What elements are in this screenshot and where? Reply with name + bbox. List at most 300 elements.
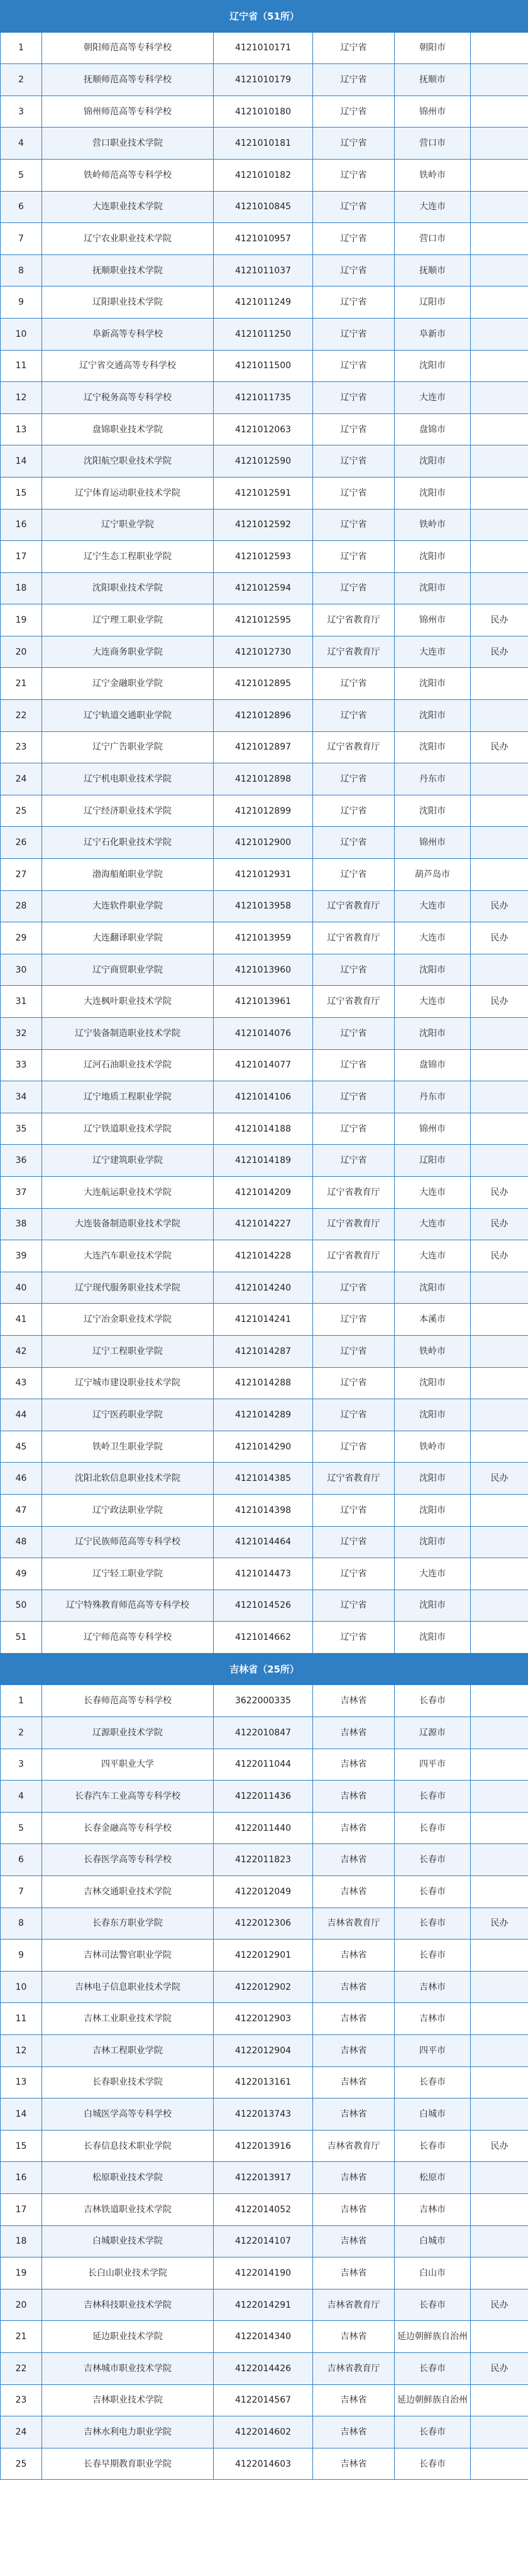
city-cell: 沈阳市 bbox=[395, 1590, 471, 1622]
remark-cell bbox=[471, 509, 528, 541]
table-row bbox=[1, 763, 528, 795]
school-code-cell: 4121010182 bbox=[214, 159, 313, 191]
row-index-cell: 3 bbox=[1, 96, 42, 128]
province-cell: 吉林省 bbox=[313, 1971, 395, 2003]
school-code-cell: 4121012590 bbox=[214, 445, 313, 478]
remark-cell: 民办 bbox=[471, 1176, 528, 1208]
row-index-cell: 15 bbox=[1, 2130, 42, 2162]
row-index-cell: 32 bbox=[1, 1018, 42, 1050]
province-cell: 辽宁省 bbox=[313, 1018, 395, 1050]
table-row bbox=[1, 2257, 528, 2289]
remark-cell bbox=[471, 2321, 528, 2353]
school-code-cell: 4121014076 bbox=[214, 1018, 313, 1050]
province-cell: 辽宁省 bbox=[313, 1304, 395, 1336]
school-name-cell: 白城医学高等专科学校 bbox=[42, 2098, 214, 2131]
school-code-cell: 4122014291 bbox=[214, 2289, 313, 2321]
province-cell: 辽宁省 bbox=[313, 318, 395, 350]
remark-cell bbox=[471, 1685, 528, 1717]
province-cell: 辽宁省教育厅 bbox=[313, 1208, 395, 1240]
remark-cell bbox=[471, 763, 528, 795]
remark-cell bbox=[471, 1558, 528, 1590]
remark-cell bbox=[471, 2098, 528, 2131]
school-code-cell: 4121014241 bbox=[214, 1304, 313, 1336]
province-cell: 辽宁省 bbox=[313, 287, 395, 319]
city-cell: 沈阳市 bbox=[395, 795, 471, 827]
school-code-cell: 4121014287 bbox=[214, 1335, 313, 1367]
school-name-cell: 辽宁师范高等专科学校 bbox=[42, 1622, 214, 1654]
school-name-cell: 大连枫叶职业技术学院 bbox=[42, 986, 214, 1018]
remark-cell: 民办 bbox=[471, 2289, 528, 2321]
remark-cell bbox=[471, 32, 528, 64]
province-cell: 辽宁省 bbox=[313, 413, 395, 445]
city-cell: 大连市 bbox=[395, 1240, 471, 1272]
school-code-cell: 4121012931 bbox=[214, 859, 313, 891]
school-code-cell: 4121012898 bbox=[214, 763, 313, 795]
table-row bbox=[1, 287, 528, 319]
city-cell: 盘锦市 bbox=[395, 413, 471, 445]
school-name-cell: 辽宁轻工职业学院 bbox=[42, 1558, 214, 1590]
school-name-cell: 吉林水利电力职业学院 bbox=[42, 2416, 214, 2448]
city-cell: 沈阳市 bbox=[395, 1399, 471, 1431]
school-code-cell: 4121010845 bbox=[214, 191, 313, 223]
table-row bbox=[1, 2416, 528, 2448]
table-row bbox=[1, 1749, 528, 1781]
row-index-cell: 20 bbox=[1, 636, 42, 668]
row-index-cell: 48 bbox=[1, 1526, 42, 1558]
remark-cell bbox=[471, 1971, 528, 2003]
table-row bbox=[1, 986, 528, 1018]
city-cell: 沈阳市 bbox=[395, 1018, 471, 1050]
school-code-cell: 4122011044 bbox=[214, 1749, 313, 1781]
school-code-cell: 4121014188 bbox=[214, 1113, 313, 1145]
school-code-cell: 4122014052 bbox=[214, 2193, 313, 2225]
province-cell: 辽宁省 bbox=[313, 763, 395, 795]
province-cell: 吉林省 bbox=[313, 2448, 395, 2480]
province-cell: 吉林省教育厅 bbox=[313, 1907, 395, 1940]
row-index-cell: 36 bbox=[1, 1145, 42, 1177]
row-index-cell: 16 bbox=[1, 2162, 42, 2194]
school-name-cell: 辽河石油职业技术学院 bbox=[42, 1049, 214, 1081]
school-code-cell: 4121014209 bbox=[214, 1176, 313, 1208]
city-cell: 吉林市 bbox=[395, 1971, 471, 2003]
province-cell: 辽宁省 bbox=[313, 350, 395, 382]
school-code-cell: 4122013743 bbox=[214, 2098, 313, 2131]
city-cell: 长春市 bbox=[395, 1907, 471, 1940]
row-index-cell: 25 bbox=[1, 795, 42, 827]
row-index-cell: 24 bbox=[1, 2416, 42, 2448]
school-name-cell: 辽宁石化职业技术学院 bbox=[42, 827, 214, 859]
table-row bbox=[1, 700, 528, 732]
row-index-cell: 21 bbox=[1, 668, 42, 700]
school-code-cell: 4121013961 bbox=[214, 986, 313, 1018]
table-row bbox=[1, 1018, 528, 1050]
row-index-cell: 20 bbox=[1, 2289, 42, 2321]
school-code-cell: 4121012730 bbox=[214, 636, 313, 668]
table-row bbox=[1, 318, 528, 350]
school-code-cell: 4121014526 bbox=[214, 1590, 313, 1622]
province-cell: 辽宁省教育厅 bbox=[313, 636, 395, 668]
table-row bbox=[1, 1812, 528, 1844]
row-index-cell: 14 bbox=[1, 445, 42, 478]
table-row bbox=[1, 827, 528, 859]
table-row bbox=[1, 1971, 528, 2003]
city-cell: 白山市 bbox=[395, 2257, 471, 2289]
remark-cell bbox=[471, 1717, 528, 1749]
school-name-cell: 长春金融高等专科学校 bbox=[42, 1812, 214, 1844]
province-cell: 辽宁省 bbox=[313, 1049, 395, 1081]
school-name-cell: 铁岭卫生职业学院 bbox=[42, 1431, 214, 1463]
school-code-cell: 4121014290 bbox=[214, 1431, 313, 1463]
city-cell: 沈阳市 bbox=[395, 731, 471, 763]
school-name-cell: 辽宁农业职业技术学院 bbox=[42, 223, 214, 255]
row-index-cell: 49 bbox=[1, 1558, 42, 1590]
table-row bbox=[1, 1622, 528, 1654]
row-index-cell: 7 bbox=[1, 1876, 42, 1908]
remark-cell: 民办 bbox=[471, 2130, 528, 2162]
row-index-cell: 47 bbox=[1, 1494, 42, 1526]
table-row bbox=[1, 1272, 528, 1304]
school-name-cell: 大连航运职业技术学院 bbox=[42, 1176, 214, 1208]
city-cell: 本溪市 bbox=[395, 1304, 471, 1336]
remark-cell bbox=[471, 1272, 528, 1304]
province-cell: 辽宁省教育厅 bbox=[313, 922, 395, 954]
school-name-cell: 辽宁省交通高等专科学校 bbox=[42, 350, 214, 382]
school-name-cell: 渤海船舶职业学院 bbox=[42, 859, 214, 891]
city-cell: 锦州市 bbox=[395, 1113, 471, 1145]
table-row bbox=[1, 1208, 528, 1240]
table-row bbox=[1, 2130, 528, 2162]
remark-cell bbox=[471, 1494, 528, 1526]
school-code-cell: 4121011250 bbox=[214, 318, 313, 350]
city-cell: 大连市 bbox=[395, 1208, 471, 1240]
remark-cell bbox=[471, 572, 528, 604]
remark-cell bbox=[471, 2066, 528, 2098]
remark-cell: 民办 bbox=[471, 922, 528, 954]
province-cell: 吉林省 bbox=[313, 2003, 395, 2035]
remark-cell bbox=[471, 445, 528, 478]
province-cell: 辽宁省教育厅 bbox=[313, 986, 395, 1018]
table-row bbox=[1, 890, 528, 922]
city-cell: 长春市 bbox=[395, 1812, 471, 1844]
school-name-cell: 辽宁机电职业技术学院 bbox=[42, 763, 214, 795]
school-code-cell: 4121012591 bbox=[214, 477, 313, 509]
school-code-cell: 4122011823 bbox=[214, 1844, 313, 1876]
remark-cell bbox=[471, 1145, 528, 1177]
province-cell: 辽宁省 bbox=[313, 382, 395, 414]
province-cell: 辽宁省 bbox=[313, 1113, 395, 1145]
city-cell: 铁岭市 bbox=[395, 509, 471, 541]
school-code-cell: 4121010181 bbox=[214, 128, 313, 160]
row-index-cell: 33 bbox=[1, 1049, 42, 1081]
row-index-cell: 6 bbox=[1, 1844, 42, 1876]
city-cell: 大连市 bbox=[395, 1176, 471, 1208]
row-index-cell: 39 bbox=[1, 1240, 42, 1272]
remark-cell bbox=[471, 1781, 528, 1813]
province-cell: 吉林省 bbox=[313, 2066, 395, 2098]
city-cell: 长春市 bbox=[395, 2416, 471, 2448]
row-index-cell: 30 bbox=[1, 954, 42, 986]
city-cell: 沈阳市 bbox=[395, 1526, 471, 1558]
school-code-cell: 4122013917 bbox=[214, 2162, 313, 2194]
table-row bbox=[1, 254, 528, 287]
school-name-cell: 大连汽车职业技术学院 bbox=[42, 1240, 214, 1272]
row-index-cell: 17 bbox=[1, 541, 42, 573]
remark-cell bbox=[471, 1590, 528, 1622]
province-cell: 吉林省 bbox=[313, 1781, 395, 1813]
remark-cell bbox=[471, 2448, 528, 2480]
school-name-cell: 沈阳职业技术学院 bbox=[42, 572, 214, 604]
table-row bbox=[1, 445, 528, 478]
city-cell: 营口市 bbox=[395, 128, 471, 160]
table-row bbox=[1, 1367, 528, 1399]
school-code-cell: 4121013959 bbox=[214, 922, 313, 954]
school-name-cell: 长春汽车工业高等专科学校 bbox=[42, 1781, 214, 1813]
school-name-cell: 辽宁医药职业学院 bbox=[42, 1399, 214, 1431]
row-index-cell: 23 bbox=[1, 731, 42, 763]
province-cell: 辽宁省 bbox=[313, 477, 395, 509]
province-cell: 吉林省教育厅 bbox=[313, 2289, 395, 2321]
school-code-cell: 4121012899 bbox=[214, 795, 313, 827]
remark-cell bbox=[471, 96, 528, 128]
row-index-cell: 11 bbox=[1, 2003, 42, 2035]
school-name-cell: 四平职业大学 bbox=[42, 1749, 214, 1781]
remark-cell: 民办 bbox=[471, 604, 528, 636]
school-code-cell: 4121011249 bbox=[214, 287, 313, 319]
table-row bbox=[1, 1685, 528, 1717]
province-cell: 吉林省 bbox=[313, 1749, 395, 1781]
province-cell: 吉林省 bbox=[313, 1717, 395, 1749]
remark-cell bbox=[471, 2193, 528, 2225]
table-row bbox=[1, 572, 528, 604]
school-name-cell: 辽宁铁道职业技术学院 bbox=[42, 1113, 214, 1145]
city-cell: 铁岭市 bbox=[395, 1431, 471, 1463]
school-name-cell: 辽宁广告职业学院 bbox=[42, 731, 214, 763]
row-index-cell: 40 bbox=[1, 1272, 42, 1304]
remark-cell bbox=[471, 1335, 528, 1367]
remark-cell bbox=[471, 859, 528, 891]
row-index-cell: 31 bbox=[1, 986, 42, 1018]
remark-cell bbox=[471, 1113, 528, 1145]
province-cell: 吉林省 bbox=[313, 1940, 395, 1972]
school-name-cell: 长春信息技术职业学院 bbox=[42, 2130, 214, 2162]
school-code-cell: 4122012306 bbox=[214, 1907, 313, 1940]
remark-cell: 民办 bbox=[471, 1208, 528, 1240]
school-name-cell: 辽宁商贸职业学院 bbox=[42, 954, 214, 986]
school-name-cell: 大连翻译职业学院 bbox=[42, 922, 214, 954]
remark-cell bbox=[471, 541, 528, 573]
remark-cell bbox=[471, 2162, 528, 2194]
city-cell: 大连市 bbox=[395, 382, 471, 414]
table-row bbox=[1, 382, 528, 414]
school-name-cell: 辽宁城市建设职业技术学院 bbox=[42, 1367, 214, 1399]
school-code-cell: 4122012903 bbox=[214, 2003, 313, 2035]
table-row bbox=[1, 1590, 528, 1622]
school-code-cell: 4122011436 bbox=[214, 1781, 313, 1813]
row-index-cell: 46 bbox=[1, 1463, 42, 1495]
school-name-cell: 辽宁职业学院 bbox=[42, 509, 214, 541]
table-row bbox=[1, 1717, 528, 1749]
remark-cell bbox=[471, 795, 528, 827]
city-cell: 朝阳市 bbox=[395, 32, 471, 64]
section-title: 吉林省（25所） bbox=[1, 1653, 528, 1685]
table-row bbox=[1, 2289, 528, 2321]
remark-cell: 民办 bbox=[471, 1463, 528, 1495]
row-index-cell: 15 bbox=[1, 477, 42, 509]
school-name-cell: 辽阳职业技术学院 bbox=[42, 287, 214, 319]
province-cell: 辽宁省 bbox=[313, 827, 395, 859]
school-code-cell: 4121014228 bbox=[214, 1240, 313, 1272]
city-cell: 沈阳市 bbox=[395, 668, 471, 700]
school-name-cell: 辽宁金融职业学院 bbox=[42, 668, 214, 700]
city-cell: 沈阳市 bbox=[395, 1622, 471, 1654]
city-cell: 丹东市 bbox=[395, 1081, 471, 1113]
school-name-cell: 长春师范高等专科学校 bbox=[42, 1685, 214, 1717]
remark-cell bbox=[471, 2035, 528, 2067]
table-row bbox=[1, 1081, 528, 1113]
city-cell: 长春市 bbox=[395, 1781, 471, 1813]
remark-cell bbox=[471, 382, 528, 414]
school-name-cell: 白城职业技术学院 bbox=[42, 2225, 214, 2257]
remark-cell bbox=[471, 1622, 528, 1654]
remark-cell bbox=[471, 954, 528, 986]
row-index-cell: 13 bbox=[1, 413, 42, 445]
remark-cell: 民办 bbox=[471, 2352, 528, 2384]
school-name-cell: 沈阳北软信息职业技术学院 bbox=[42, 1463, 214, 1495]
table-row bbox=[1, 1399, 528, 1431]
school-code-cell: 4121012595 bbox=[214, 604, 313, 636]
remark-cell bbox=[471, 1940, 528, 1972]
school-code-cell: 4121011735 bbox=[214, 382, 313, 414]
table-row bbox=[1, 1240, 528, 1272]
remark-cell bbox=[471, 350, 528, 382]
city-cell: 吉林市 bbox=[395, 2193, 471, 2225]
school-code-cell: 4121010957 bbox=[214, 223, 313, 255]
province-cell: 辽宁省 bbox=[313, 96, 395, 128]
province-cell: 辽宁省 bbox=[313, 668, 395, 700]
row-index-cell: 4 bbox=[1, 128, 42, 160]
city-cell: 大连市 bbox=[395, 1558, 471, 1590]
school-code-cell: 4121013958 bbox=[214, 890, 313, 922]
school-code-cell: 4121014289 bbox=[214, 1399, 313, 1431]
table-row bbox=[1, 636, 528, 668]
school-name-cell: 辽宁体育运动职业技术学院 bbox=[42, 477, 214, 509]
row-index-cell: 21 bbox=[1, 2321, 42, 2353]
city-cell: 辽源市 bbox=[395, 1717, 471, 1749]
city-cell: 大连市 bbox=[395, 986, 471, 1018]
table-row bbox=[1, 96, 528, 128]
table-row bbox=[1, 413, 528, 445]
city-cell: 长春市 bbox=[395, 2066, 471, 2098]
school-code-cell: 4121012592 bbox=[214, 509, 313, 541]
school-code-cell: 4121012897 bbox=[214, 731, 313, 763]
row-index-cell: 3 bbox=[1, 1749, 42, 1781]
province-cell: 辽宁省教育厅 bbox=[313, 731, 395, 763]
table-row bbox=[1, 2321, 528, 2353]
school-code-cell: 4121012063 bbox=[214, 413, 313, 445]
remark-cell bbox=[471, 64, 528, 96]
row-index-cell: 43 bbox=[1, 1367, 42, 1399]
row-index-cell: 2 bbox=[1, 64, 42, 96]
row-index-cell: 1 bbox=[1, 1685, 42, 1717]
school-name-cell: 辽宁地质工程职业学院 bbox=[42, 1081, 214, 1113]
city-cell: 长春市 bbox=[395, 1685, 471, 1717]
table-row bbox=[1, 191, 528, 223]
city-cell: 长春市 bbox=[395, 2289, 471, 2321]
row-index-cell: 9 bbox=[1, 1940, 42, 1972]
table-row bbox=[1, 1781, 528, 1813]
school-code-cell: 4121014189 bbox=[214, 1145, 313, 1177]
table-row bbox=[1, 1145, 528, 1177]
province-cell: 辽宁省 bbox=[313, 700, 395, 732]
school-name-cell: 盘锦职业技术学院 bbox=[42, 413, 214, 445]
school-name-cell: 延边职业技术学院 bbox=[42, 2321, 214, 2353]
remark-cell bbox=[471, 2384, 528, 2416]
school-name-cell: 铁岭师范高等专科学校 bbox=[42, 159, 214, 191]
school-code-cell: 4122014426 bbox=[214, 2352, 313, 2384]
school-name-cell: 大连装备制造职业技术学院 bbox=[42, 1208, 214, 1240]
city-cell: 抚顺市 bbox=[395, 254, 471, 287]
table-row bbox=[1, 731, 528, 763]
province-cell: 辽宁省 bbox=[313, 509, 395, 541]
city-cell: 长春市 bbox=[395, 1844, 471, 1876]
table-row bbox=[1, 223, 528, 255]
remark-cell bbox=[471, 477, 528, 509]
section-title: 辽宁省（51所） bbox=[1, 1, 528, 33]
city-cell: 长春市 bbox=[395, 2130, 471, 2162]
city-cell: 沈阳市 bbox=[395, 1367, 471, 1399]
row-index-cell: 10 bbox=[1, 1971, 42, 2003]
row-index-cell: 4 bbox=[1, 1781, 42, 1813]
row-index-cell: 19 bbox=[1, 604, 42, 636]
school-name-cell: 辽宁装备制造职业技术学院 bbox=[42, 1018, 214, 1050]
remark-cell bbox=[471, 2416, 528, 2448]
school-name-cell: 抚顺职业技术学院 bbox=[42, 254, 214, 287]
school-name-cell: 辽源职业技术学院 bbox=[42, 1717, 214, 1749]
province-cell: 吉林省 bbox=[313, 2193, 395, 2225]
school-code-cell: 4122014190 bbox=[214, 2257, 313, 2289]
province-cell: 辽宁省 bbox=[313, 191, 395, 223]
remark-cell bbox=[471, 159, 528, 191]
school-name-cell: 营口职业技术学院 bbox=[42, 128, 214, 160]
province-cell: 辽宁省 bbox=[313, 1145, 395, 1177]
table-row bbox=[1, 1844, 528, 1876]
row-index-cell: 45 bbox=[1, 1431, 42, 1463]
remark-cell bbox=[471, 1812, 528, 1844]
table-row bbox=[1, 1876, 528, 1908]
city-cell: 葫芦岛市 bbox=[395, 859, 471, 891]
school-code-cell: 4121010171 bbox=[214, 32, 313, 64]
school-code-cell: 4121014464 bbox=[214, 1526, 313, 1558]
table-row bbox=[1, 1176, 528, 1208]
city-cell: 抚顺市 bbox=[395, 64, 471, 96]
school-code-cell: 4121010179 bbox=[214, 64, 313, 96]
row-index-cell: 34 bbox=[1, 1081, 42, 1113]
table-row bbox=[1, 32, 528, 64]
province-cell: 辽宁省 bbox=[313, 1367, 395, 1399]
school-code-cell: 4121013960 bbox=[214, 954, 313, 986]
row-index-cell: 44 bbox=[1, 1399, 42, 1431]
row-index-cell: 12 bbox=[1, 2035, 42, 2067]
row-index-cell: 22 bbox=[1, 2352, 42, 2384]
school-name-cell: 吉林交通职业技术学院 bbox=[42, 1876, 214, 1908]
school-code-cell: 4122011440 bbox=[214, 1812, 313, 1844]
remark-cell bbox=[471, 287, 528, 319]
table-row bbox=[1, 1049, 528, 1081]
row-index-cell: 6 bbox=[1, 191, 42, 223]
city-cell: 沈阳市 bbox=[395, 1272, 471, 1304]
row-index-cell: 1 bbox=[1, 32, 42, 64]
remark-cell bbox=[471, 1081, 528, 1113]
